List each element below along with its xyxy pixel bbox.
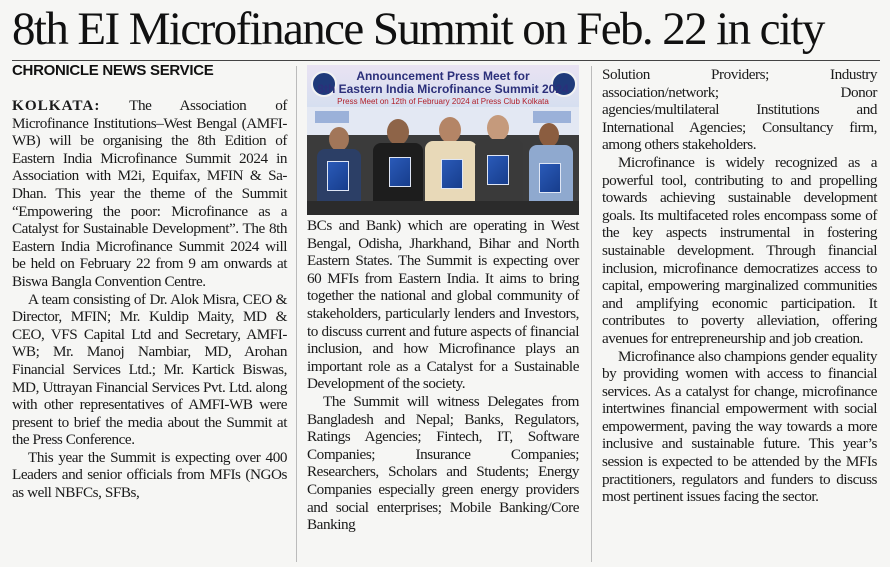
person-head: [329, 127, 349, 151]
column-divider: [591, 66, 592, 562]
person-head: [439, 117, 461, 143]
column-divider: [296, 66, 297, 562]
report-book: [487, 155, 509, 185]
byline: CHRONICLE NEWS SERVICE: [12, 62, 214, 79]
report-book: [441, 159, 463, 189]
article-column-1: [12, 97, 287, 502]
headline-rule: [12, 60, 880, 61]
article-paragraph: This year the Summit is expecting over 400 Leaders and senior officials from MFIs (NGOs as well NBFCs, SFBs,: [12, 448, 287, 502]
person-head: [487, 115, 509, 141]
article-column-3: [602, 66, 877, 506]
banner-title-line: Announcement Press Meet for: [356, 69, 530, 83]
article-paragraph: Solution Providers; Industry association/network; Donor agencies/multilateral Institutions and International Agencies; Consultancy firm, among others stakeholders.: [602, 66, 877, 154]
person-head: [539, 123, 559, 147]
headline: 8th EI Microfinance Summit on Feb. 22 in city: [12, 3, 824, 55]
press-meet-photo: [307, 65, 579, 215]
banner-title-line: 8th Eastern India Microfinance Summit 2024: [317, 82, 569, 96]
article-paragraph: Microfinance is widely recognized as a powerful tool, contributing to and propelling towards achieving sustainable development goals. Its multifaceted roles encompass some of the key aspects instrumental in fostering sustainable development. Through financial inclusion, microfinance democratizes access to capital, empowering marginalized communities and amplifying economic participation. It contributes to poverty alleviation, offering avenues for entrepreneurship and job creation.: [602, 153, 877, 347]
dateline: KOLKATA:: [12, 97, 101, 114]
sponsor-logo-icon: [533, 111, 571, 123]
article-paragraph: Microfinance also champions gender equality by providing women with access to financial services. As a catalyst for change, microfinance intertwines financial empowerment with social empowerment, paving the way towards a more inclusive and sustainable future. This year’s session is expected to be attended by the MFIs practitioners, regulators and funders to discuss most pertinent issues facing the sector.: [602, 347, 877, 506]
article-paragraph: BCs and Bank) which are operating in West Bengal, Odisha, Jharkhand, Bihar and North Eastern States. The Summit is expecting over 60 MFIs from Eastern India. It aims to bring together the national and global community of stakeholders, particularly lenders and Investors, to discuss current and future aspects of financial inclusion, and how Microfinance plays an important role as a Catalyst for a Sustainable Development of the society.: [307, 217, 579, 393]
article-paragraph: [12, 97, 287, 291]
report-book: [539, 163, 561, 193]
person-head: [387, 119, 409, 145]
article-column-2: [307, 217, 579, 534]
article-paragraph: The Summit will witness Delegates from Bangladesh and Nepal; Banks, Regulators, Ratings Agencies; Fintech, IT, Software Companies; Insurance Companies; Researchers, Scholars and Students; Energy Companies especially green energy providers and social enterprises; Mobile Banking/Core Banking: [307, 392, 579, 534]
report-book: [389, 157, 411, 187]
sponsor-logo-icon: [315, 111, 349, 123]
article-lead-text: The Association of Microfinance Institutions–West Bengal (AMFI-WB) will be organising the 8th Edition of Eastern India Microfinance Summit 2024 in Association with M2i, Equifax, MFIN & Sa-Dhan. This year the theme of the Summit “Empowering the poor: Microfinance as a Catalyst for Sustainable Development”. The 8th Eastern India Microfinance Summit 2024 will be held on February 22 from 9 am onwards at Biswa Bangla Convention Centre.: [12, 97, 287, 290]
report-book: [327, 161, 349, 191]
banner-subtitle-line: Press Meet on 12th of February 2024 at Press Club Kolkata: [337, 97, 549, 106]
article-paragraph: A team consisting of Dr. Alok Misra, CEO & Director, MFIN; Mr. Kuldip Maity, MD & CEO, VFS Capital Ltd and Secretary, AMFI-WB; Mr. Manoj Nambiar, MD, Arohan Financial Services Ltd.; Mr. Kartick Biswas, MD, Uttrayan Financial Services Pvt. Ltd. along with other representatives of AMFI-WB were present to brief the media about the Summit at the Press Conference.: [12, 290, 287, 449]
table: [307, 201, 579, 215]
